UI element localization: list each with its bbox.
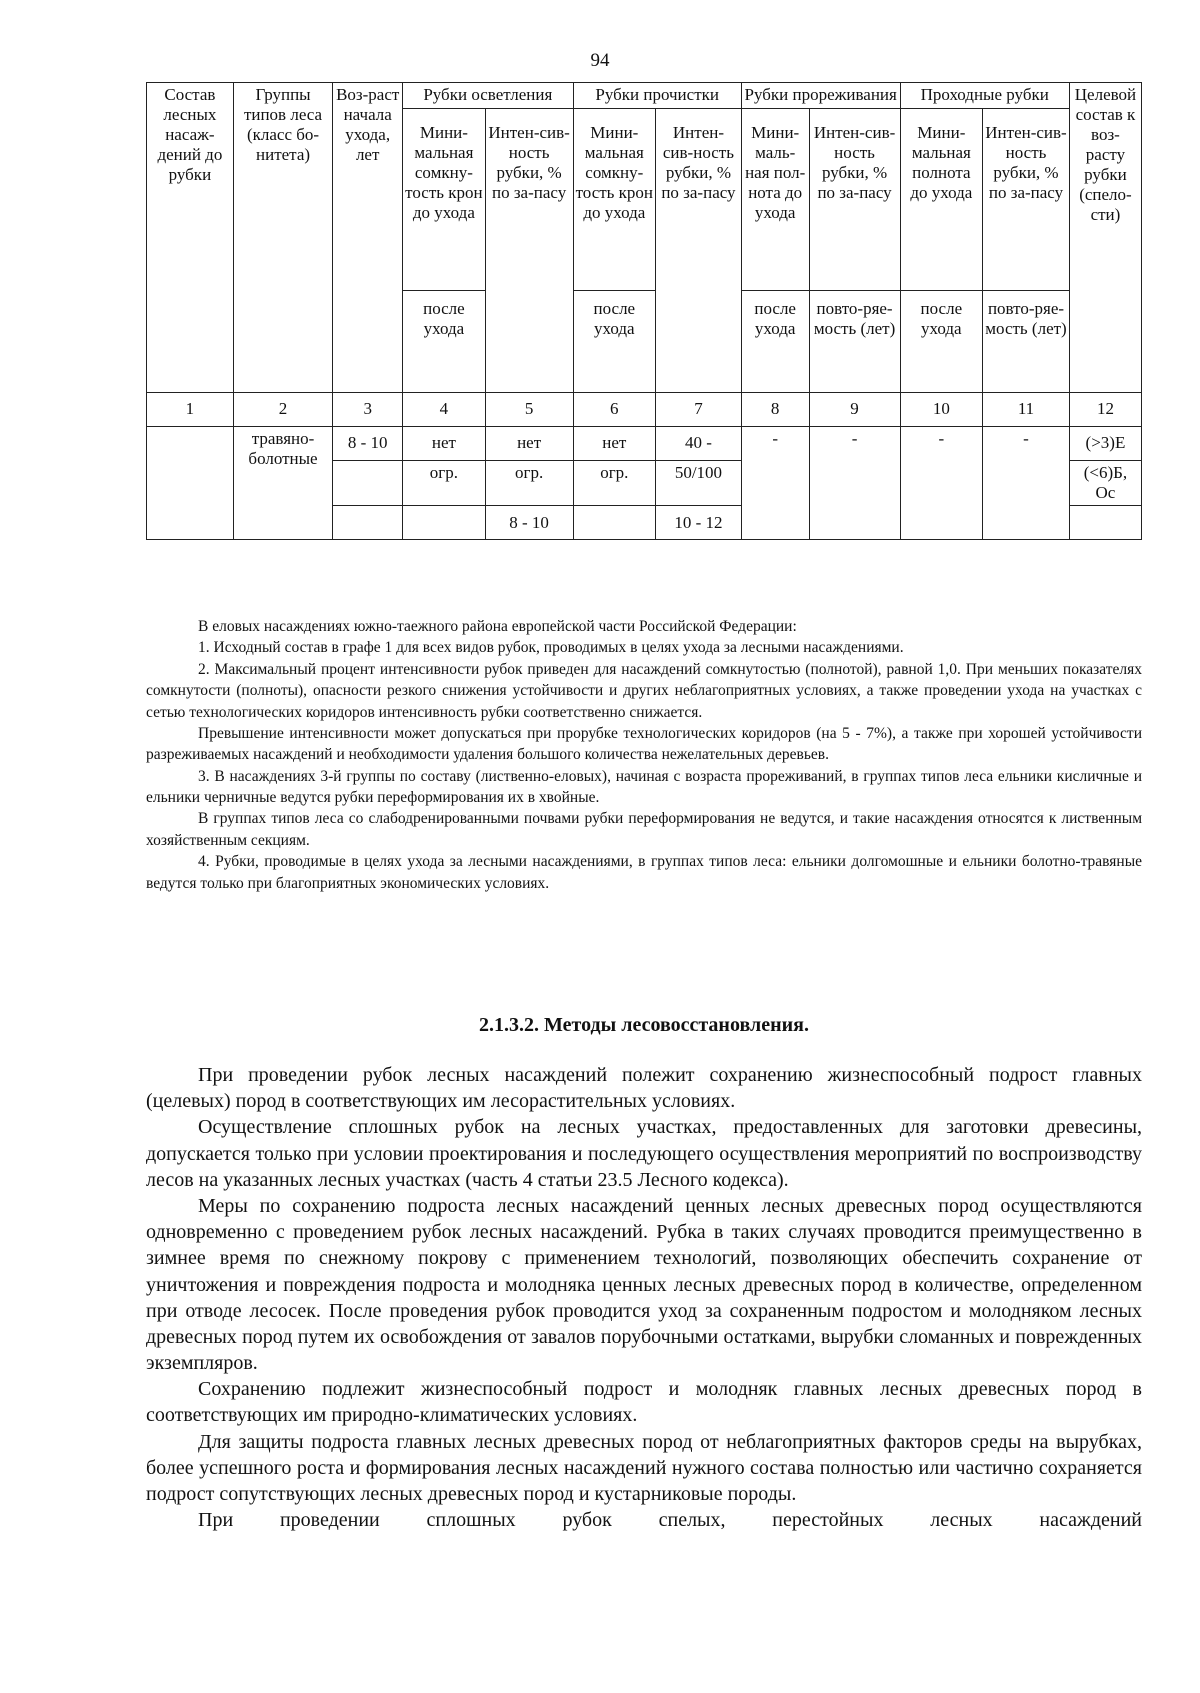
table-cell: 40 - bbox=[656, 427, 742, 461]
header-after-care-lightening: после ухода bbox=[403, 291, 486, 393]
header-cleaning: Рубки прочистки bbox=[573, 83, 741, 109]
note-paragraph: 2. Максимальный процент интенсивности рубок приведен для насаждений сомкнутостью (полнотой), равной 1,0. При меньших показателях сомкнутости (полноты), опасности резкого снижения устойчивости и других неблагоприятных условиях, а также проведении ухода на участках с сетью технологических коридоров интенсивность рубки соответственно снижается. bbox=[146, 660, 1142, 721]
column-number: 5 bbox=[485, 393, 573, 427]
body-paragraph: При проведении рубок лесных насаждений полежит сохранению жизнеспособный подрост главных (целевых) пород в соответствующих им лесорастительных условиях. bbox=[146, 1064, 1142, 1113]
header-intensity-thinning: Интен-сив-ность рубки, % по за-пасу bbox=[809, 109, 900, 291]
column-number: 12 bbox=[1069, 393, 1141, 427]
header-target: Целевой состав к воз-расту рубки (спело-сти) bbox=[1069, 83, 1141, 393]
header-repeat-passing: повто-ряе-мость (лет) bbox=[983, 291, 1070, 393]
cell-text: - bbox=[1023, 429, 1029, 448]
table-notes bbox=[146, 616, 1142, 894]
column-number: 3 bbox=[333, 393, 403, 427]
column-number: 6 bbox=[573, 393, 656, 427]
table-cell bbox=[983, 427, 1070, 540]
column-number: 1 bbox=[147, 393, 234, 427]
page-number: 94 bbox=[590, 50, 610, 71]
age-cell: 8 - 10 bbox=[333, 427, 403, 461]
header-min-density-cleaning: Мини-мальная сомкну-тость крон до ухода bbox=[573, 109, 656, 291]
table-cell bbox=[403, 506, 486, 540]
note-paragraph: В группах типов леса со слабодренированными почвами рубки переформирования не ведутся, и такие насаждения относятся к лиственным хозяйственным секциям. bbox=[146, 810, 1142, 849]
header-age-start: Воз-раст начала ухода, лет bbox=[333, 83, 403, 393]
cell-text: - bbox=[772, 429, 779, 448]
table-cell: 10 - 12 bbox=[656, 506, 742, 540]
table-cell: огр. bbox=[485, 461, 573, 506]
table-row bbox=[147, 427, 1142, 461]
column-number: 10 bbox=[900, 393, 983, 427]
header-after-care-cleaning: после ухода bbox=[573, 291, 656, 393]
header-forest-types: Группы типов леса (класс бо-нитета) bbox=[233, 83, 332, 393]
header-min-fullness-thinning: Мини-маль-ная пол-нота до ухода bbox=[741, 109, 809, 291]
table-cell: огр. bbox=[403, 461, 486, 506]
cell-text: - bbox=[938, 429, 945, 448]
header-intensity-passing: Интен-сив-ность рубки, % по за-пасу bbox=[983, 109, 1070, 291]
column-number-row bbox=[147, 393, 1142, 427]
header-repeat-thinning: повто-ряе-мость (лет) bbox=[809, 291, 900, 393]
body-paragraph: При проведении сплошных рубок спелых, перестойных лесных насаждений bbox=[198, 1509, 1142, 1532]
header-intensity-cleaning: Интен-сив-ность рубки, % по за-пасу bbox=[656, 109, 742, 393]
target-cell: (>3)Е bbox=[1069, 427, 1141, 461]
note-paragraph: В еловых насаждениях южно-таежного района европейской части Российской Федерации: bbox=[198, 618, 797, 635]
table-cell bbox=[809, 427, 900, 540]
header-after-care-passing: после ухода bbox=[900, 291, 983, 393]
note-paragraph: 1. Исходный состав в графе 1 для всех видов рубок, проводимых в целях ухода за лесными насаждениями. bbox=[198, 639, 904, 657]
body-paragraph: Осуществление сплошных рубок на лесных участках, предоставленных для заготовки древесины, допускается только при условии проектирования и последующего осуществления мероприятий по воспроизводству лесов на указанных лесных участках (часть 4 статьи 23.5 Лесного кодекса). bbox=[146, 1116, 1142, 1191]
table-cell bbox=[741, 427, 809, 540]
age-cell bbox=[333, 461, 403, 506]
note-paragraph: 3. В насаждениях 3-й группы по составу (лиственно-еловых), начиная с возраста прореживаний, в группах типов леса ельники кисличные и ельники черничные ведутся рубки переформирования их в хвойные. bbox=[146, 767, 1142, 806]
table-cell bbox=[573, 506, 656, 540]
column-number: 8 bbox=[741, 393, 809, 427]
table-cell: огр. bbox=[573, 461, 656, 506]
composition-cell bbox=[147, 427, 234, 540]
note-paragraph: Превышение интенсивности может допускаться при прорубке технологических коридоров (на 5 - 7%), а также при хорошей устойчивости разреживаемых насаждений и необходимости удаления большого количества нежелательных деревьев. bbox=[146, 724, 1142, 764]
header-passing: Проходные рубки bbox=[900, 83, 1069, 109]
column-number: 11 bbox=[983, 393, 1070, 427]
header-min-fullness-passing: Мини-мальная полнота до ухода bbox=[900, 109, 983, 291]
body-paragraph: Для защиты подроста главных лесных древесных пород от неблагоприятных факторов среды на вырубках, более успешного роста и формирования лесных насаждений нужного состава полностью или частично сохраняется подрост сопутствующих лесных древесных пород и кустарниковые породы. bbox=[146, 1430, 1142, 1505]
table-cell: нет bbox=[403, 427, 486, 461]
target-cell bbox=[1069, 506, 1141, 540]
header-after-care-thinning: после ухода bbox=[741, 291, 809, 393]
note-paragraph: 4. Рубки, проводимые в целях ухода за лесными насаждениями, в группах типов леса: ельники долгомошные и ельники болотно-травяные ведутся только при благоприятных экономических условиях. bbox=[146, 853, 1142, 892]
forest-type-cell: травяно-болотные bbox=[233, 427, 332, 540]
body-paragraph: Меры по сохранению подроста лесных насаждений ценных лесных древесных пород осуществляются одновременно с проведением рубок лесных насаждений. Рубка в таких случаях проводится преимущественно в зимнее время по снежному покрову с применением технологий, позволяющих обеспечить сохранение от уничтожения и повреждения подроста и молодняка ценных лесных древесных пород в количестве, определенном при отводе лесосек. После проведения рубок проводится уход за сохраненным подростом и молодняком лесных древесных пород путем их освобождения от завалов порубочными остатками, вырубки сломанных и поврежденных экземпляров. bbox=[146, 1194, 1142, 1375]
column-number: 9 bbox=[809, 393, 900, 427]
header-thinning: Рубки прореживания bbox=[741, 83, 900, 109]
target-cell: (<6)Б, Ос bbox=[1069, 461, 1141, 506]
body-text bbox=[146, 1062, 1142, 1533]
column-number: 2 bbox=[233, 393, 332, 427]
table-cell: нет bbox=[573, 427, 656, 461]
header-lightening: Рубки осветления bbox=[403, 83, 573, 109]
header-intensity-lightening: Интен-сив-ность рубки, % по за-пасу bbox=[485, 109, 573, 393]
thinning-standards-table bbox=[146, 82, 1142, 540]
column-number: 4 bbox=[403, 393, 486, 427]
column-number: 7 bbox=[656, 393, 742, 427]
age-cell bbox=[333, 506, 403, 540]
table-cell: 50/100 bbox=[656, 461, 742, 506]
table-cell: 8 - 10 bbox=[485, 506, 573, 540]
table-cell: нет bbox=[485, 427, 573, 461]
header-composition: Состав лесных насаж-дений до рубки bbox=[147, 83, 234, 393]
body-paragraph: Сохранению подлежит жизнеспособный подрост и молодняк главных лесных древесных пород в соответствующих им природно-климатических условиях. bbox=[146, 1378, 1142, 1427]
header-min-density-lightening: Мини-мальная сомкну-тость крон до ухода bbox=[403, 109, 486, 291]
table-cell bbox=[900, 427, 983, 540]
cell-text: - bbox=[851, 429, 858, 448]
section-heading: 2.1.3.2. Методы лесовосстановления. bbox=[479, 1014, 809, 1036]
